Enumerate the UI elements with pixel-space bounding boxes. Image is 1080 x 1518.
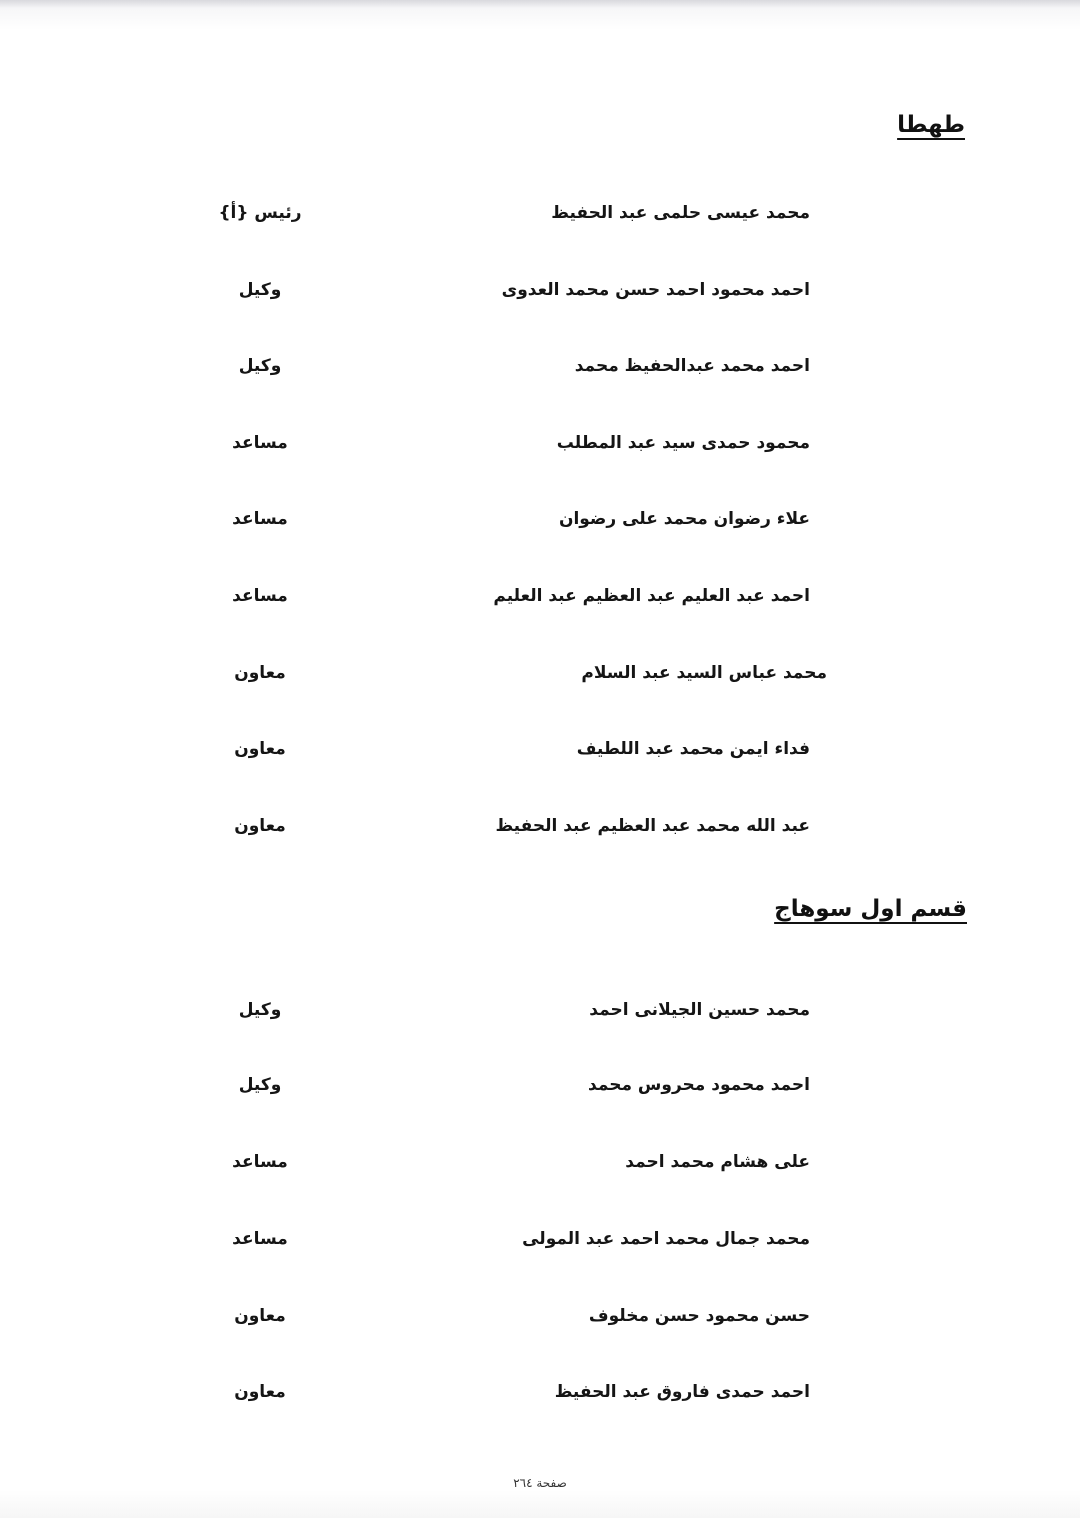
person-name: احمد حمدى فاروق عبد الحفيظ [554,1382,810,1402]
list-item [0,1299,1080,1333]
list-item [0,349,1080,383]
person-rank: مساعد [232,509,288,529]
person-name: على هشام محمد احمد [625,1152,810,1172]
person-name: احمد عبد العليم عبد العظيم عبد العليم [493,586,810,606]
list-item [0,1375,1080,1409]
list-item [0,1222,1080,1256]
person-rank: مساعد [232,433,288,453]
person-name: محمد جمال محمد احمد عبد المولى [522,1229,810,1249]
list-item [0,273,1080,307]
section-title-tahta: طهطا [897,112,965,138]
person-rank: مساعد [232,1229,288,1249]
person-name: عبد الله محمد عبد العظيم عبد الحفيظ [495,816,810,836]
person-rank: مساعد [232,1152,288,1172]
person-rank: معاون [234,663,286,683]
list-item [0,196,1080,230]
person-rank: مساعد [232,586,288,606]
list-item [0,656,1080,690]
page-number: صفحة ٢٦٤ [513,1476,567,1490]
person-name: احمد محمد عبدالحفيظ محمد [574,356,810,376]
person-rank: وكيل [238,1075,282,1095]
person-name: علاء رضوان محمد على رضوان [558,509,810,529]
person-rank: رئيس {أ} [218,203,302,223]
list-item [0,809,1080,843]
person-name: محمد عباس السيد عبد السلام [581,663,827,683]
person-name: فداء ايمن محمد عبد اللطيف [576,739,810,759]
person-name: احمد محمود محروس محمد [588,1075,810,1095]
person-name: احمد محمود احمد حسن محمد العدوى [501,280,810,300]
list-item [0,732,1080,766]
person-rank: معاون [234,1306,286,1326]
person-rank: معاون [234,1382,286,1402]
person-name: محمد حسين الجيلانى احمد [589,1000,810,1020]
list-item [0,426,1080,460]
person-rank: معاون [234,739,286,759]
list-item [0,502,1080,536]
scan-edge [0,0,1080,8]
list-item [0,1068,1080,1102]
person-rank: معاون [234,816,286,836]
person-rank: وكيل [238,1000,282,1020]
list-item [0,579,1080,613]
section-title-sohag-first-district: قسم اول سوهاج [774,896,967,922]
list-item [0,1145,1080,1179]
person-name: محمود حمدى سيد عبد المطلب [556,433,810,453]
person-rank: وكيل [238,280,282,300]
person-name: محمد عيسى حلمى عبد الحفيظ [551,203,810,223]
person-name: حسن محمود حسن مخلوف [588,1306,810,1326]
list-item [0,993,1080,1027]
person-rank: وكيل [238,356,282,376]
